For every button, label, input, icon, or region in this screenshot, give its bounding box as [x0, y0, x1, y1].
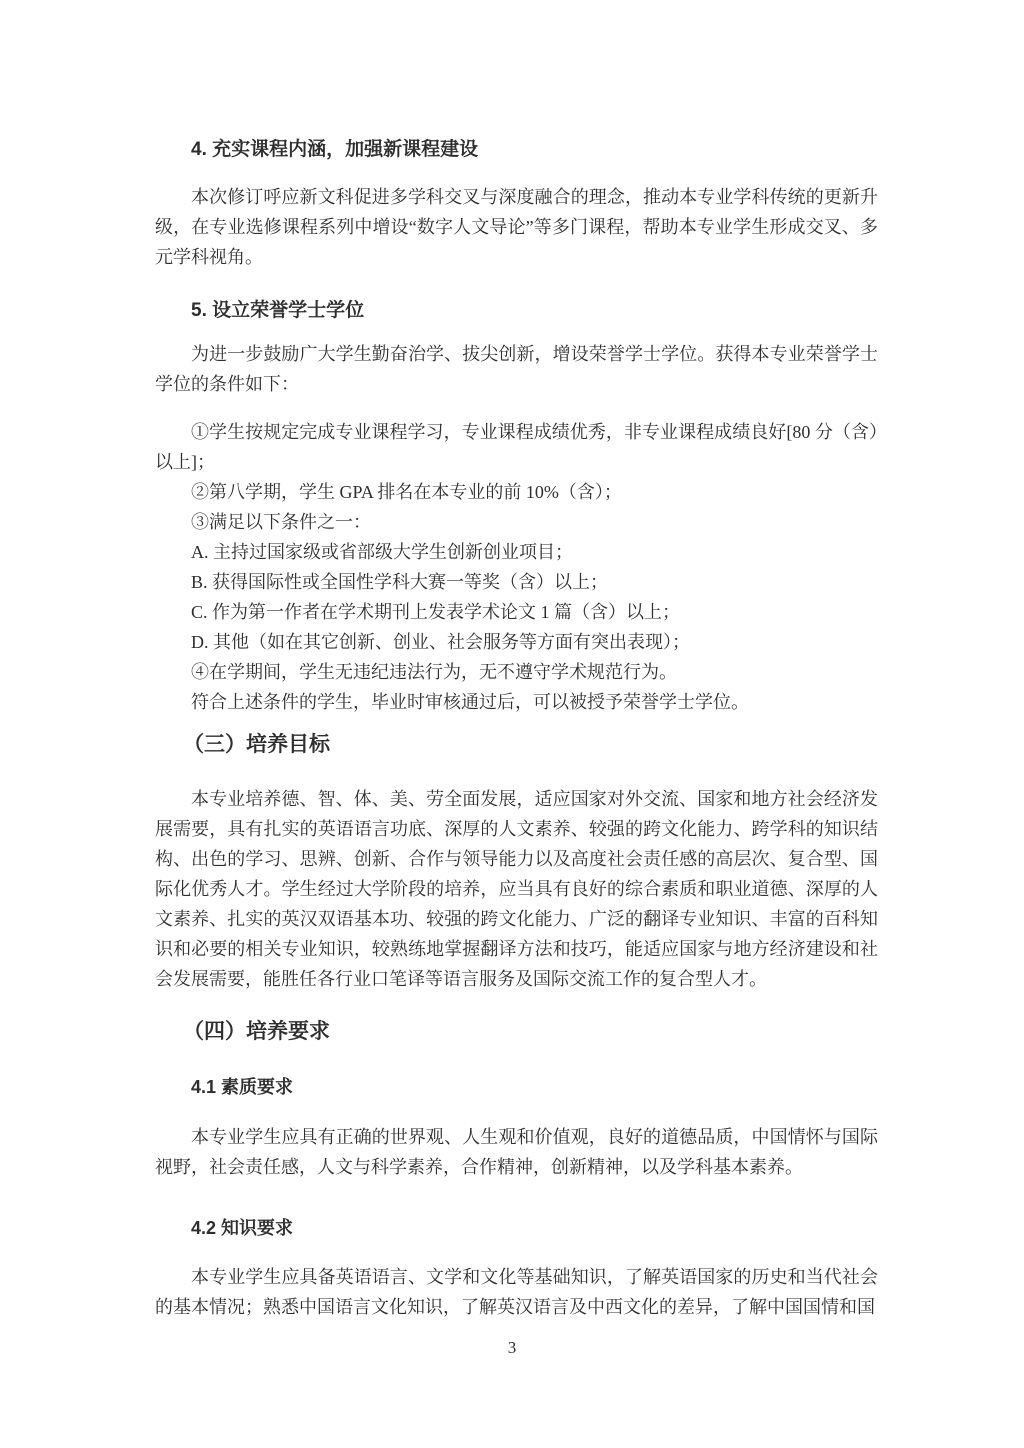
- list-item-condition-4: ④在学期间，学生无违纪违法行为，无不遵守学术规范行为。: [191, 662, 677, 682]
- list-item-condition-3b: B. 获得国际性或全国性学科大赛一等奖（含）以上；: [191, 572, 609, 592]
- paragraph-honors-degree-intro: 为进一步鼓励广大学生勤奋治学、拔尖创新，增设荣誉学士学位。获得本专业荣誉学士学位的条件如下：: [155, 344, 878, 394]
- page-number: 3: [507, 1338, 517, 1357]
- list-item-condition-3: ③满足以下条件之一：: [191, 512, 371, 532]
- honors-conditions-list: [155, 417, 878, 717]
- list-item-condition-3d: D. 其他（如在其它创新、创业、社会服务等方面有突出表现）；: [191, 632, 690, 652]
- list-item-condition-2: ②第八学期，学生 GPA 排名在本专业的前 10%（含）；: [191, 482, 622, 502]
- list-item-condition-3a: A. 主持过国家级或省部级大学生创新创业项目；: [191, 542, 573, 562]
- section-heading-training-goal: （三）培养目标: [183, 733, 330, 756]
- paragraph-knowledge-requirements: 本专业学生应具备英语语言、文学和文化等基础知识，了解英语国家的历史和当代社会的基本情况；熟悉中国语言文化知识，了解英汉语言及中西文化的差异，了解中国国情和国: [155, 1267, 878, 1317]
- paragraph-quality-requirements: 本专业学生应具有正确的世界观、人生观和价值观，良好的道德品质，中国情怀与国际视野，社会责任感，人文与科学素养，合作精神，创新精神，以及学科基本素养。: [155, 1127, 878, 1177]
- list-item-condition-3c: C. 作为第一作者在学术期刊上发表学术论文 1 篇（含）以上；: [191, 602, 681, 622]
- paragraph-training-goal: 本专业培养德、智、体、美、劳全面发展，适应国家对外交流、国家和地方社会经济发展需要，具有扎实的英语语言功底、深厚的人文素养、较强的跨文化能力、跨学科的知识结构、出色的学习、思辨、创新、合作与领导能力以及高度社会责任感的高层次、复合型、国际化优秀人才。学生经过大学阶段的培养，应当具有良好的综合素质和职业道德、深厚的人文素养、扎实的英汉双语基本功、较强的跨文化能力、广泛的翻译专业知识、丰富的百科知识和必要的相关专业知识，较熟练地掌握翻译方法和技巧，能适应国家与地方经济建设和社会发展需要，能胜任各行业口笔译等语言服务及国际交流工作的复合型人才。: [155, 789, 878, 989]
- section-heading-honors-degree: 5. 设立荣誉学士学位: [191, 300, 365, 321]
- section-heading-course-enrichment: 4. 充实课程内涵，加强新课程建设: [191, 139, 479, 160]
- list-item-condition-1: ①学生按规定完成专业课程学习，专业课程成绩优秀，非专业课程成绩良好[80 分（含）以上]；: [155, 422, 878, 472]
- section-heading-training-requirements: （四）培养要求: [183, 1020, 330, 1043]
- subsection-heading-quality-requirements: 4.1 素质要求: [191, 1077, 294, 1097]
- list-item-conclusion: 符合上述条件的学生，毕业时审核通过后，可以被授予荣誉学士学位。: [191, 692, 749, 712]
- subsection-heading-knowledge-requirements: 4.2 知识要求: [191, 1218, 294, 1238]
- paragraph-course-enrichment: 本次修订呼应新文科促进多学科交叉与深度融合的理念，推动本专业学科传统的更新升级，在专业选修课程系列中增设“数字人文导论”等多门课程，帮助本专业学生形成交叉、多元学科视角。: [155, 187, 878, 267]
